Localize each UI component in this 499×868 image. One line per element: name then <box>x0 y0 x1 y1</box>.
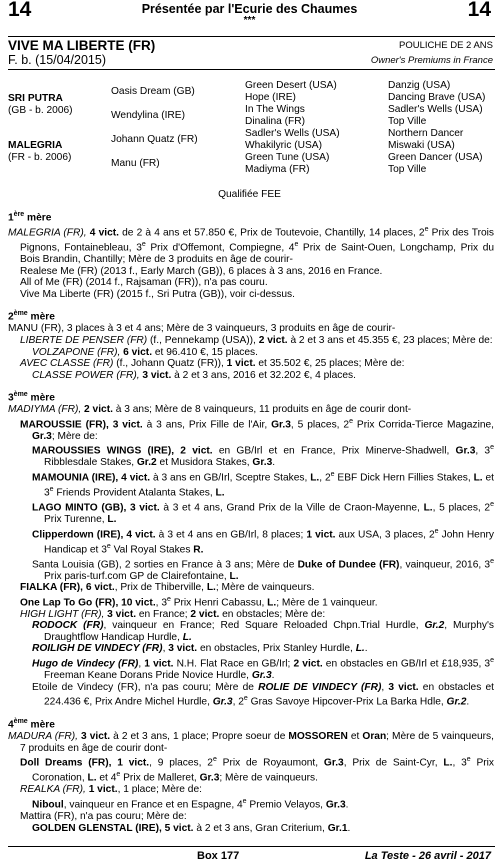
pedigree-gen3: Madiyma (FR) <box>245 164 310 175</box>
pedigree-gen4: Top Ville <box>388 116 427 127</box>
dam-info: (FR - b. 2006) <box>8 152 72 163</box>
dam-name: MALEGRIA <box>8 140 63 151</box>
family-entry: MALEGRIA (FR), 4 vict. de 2 à 4 ans et 57.850 €, Prix de Toutevoie, Chantilly, 14 places, 2e Prix des Trois Pignons, Fontainebleau, 3e Prix d'Offemont, Compiegne, 4e Prix de Saint-Ouen, Longchamp, Prix du Bois Brandin, Chantilly; Mère de 3 produits en âge de courir- <box>8 225 495 265</box>
family-entry: Mattira (FR), n'a pas couru; Mère de: <box>20 810 187 822</box>
family-entry: MADIYMA (FR), 2 vict. à 3 ans; Mère de 8 vainqueurs, 11 produits en âge de courir dont- <box>8 404 412 416</box>
pedigree-gen4: Sadler's Wells (USA) <box>388 104 483 115</box>
family-notes <box>8 209 494 834</box>
pedigree-gen3: Whakilyric (USA) <box>245 140 322 151</box>
pedigree-gen3: Dinalina (FR) <box>245 116 306 127</box>
family-entry: Realese Me (FR) (2013 f., Early March (GB)), 6 places à 3 ans, 2016 en France. <box>20 265 383 277</box>
family-entry: MAROUSSIES WINGS (IRE), 2 vict. en GB/Irl et en France, Prix Minerve-Shadwell, Gr.3, 3e Ribblesdale Stakes, Gr.2 et Musidora Stakes, Gr.3. <box>32 444 494 469</box>
consignor-title: Présentée par l'Ecurie des Chaumes <box>141 2 358 16</box>
family-entry: LIBERTE DE PENSER (FR) (f., Pennekamp (USA)), 2 vict. à 2 et 3 ans et 45.355 €, 23 places; Mère de: <box>20 334 493 346</box>
sire-info: (GB - b. 2006) <box>8 105 73 116</box>
divider-bottom <box>8 846 495 847</box>
family-entry: REALKA (FR), 1 vict., 1 place; Mère de: <box>20 784 202 796</box>
section-heading: 1ère mère <box>8 211 52 224</box>
pedigree-gen3: Green Tune (USA) <box>245 152 330 163</box>
family-entry: Doll Dreams (FR), 1 vict., 9 places, 2e Prix de Royaumont, Gr.3, Prix de Saint-Cyr, L., 3e Prix Coronation, L. et 4e Prix de Malleret, Gr.3; Mère de vainqueurs. <box>20 756 495 784</box>
family-entry: MADURA (FR), 3 vict. à 2 et 3 ans, 1 place; Propre soeur de MOSSOREN et Oran; Mère de 5 vainqueurs, 7 produits en âge de courir dont- <box>8 731 494 754</box>
family-entry: VOLZAPONE (FR), 6 vict. et 96.410 €, 15 places. <box>32 346 258 358</box>
family-entry: MANU (FR), 3 places à 3 et 4 ans; Mère de 3 vainqueurs, 3 produits en âge de courir- <box>8 323 396 335</box>
lot-number-left: 14 <box>8 0 32 21</box>
family-entry: ROILIGH DE VINDECY (FR), 3 vict. en obstacles, Prix Stanley Hurdle, L.. <box>32 643 368 655</box>
lot-number-right: 14 <box>467 0 491 21</box>
family-entry: MAMOUNIA (IRE), 4 vict. à 3 ans en GB/Irl, Sceptre Stakes, L., 2e EBF Dick Hern Fillies Stakes, L. et 3e Friends Provident Atalanta Stakes, L. <box>32 471 495 499</box>
section-heading: 3ème mère <box>8 391 55 404</box>
family-entry: Hugo de Vindecy (FR), 1 vict. N.H. Flat Race en GB/Irl; 2 vict. en obstacles en GB/Irl et £18,935, 3e Freeman Keane Dorans Pride Novice Hurdle, Gr.3. <box>32 657 494 682</box>
pedigree-gen3: Green Desert (USA) <box>245 80 337 91</box>
family-entry: Niboul, vainqueur en France et en Espagne, 4e Premio Velayos, Gr.3. <box>32 797 349 811</box>
sire-name: SRI PUTRA <box>8 93 63 104</box>
family-entry: Etoile de Vindecy (FR), n'a pas couru; Mère de ROLIE DE VINDECY (FR), 3 vict. en obstacles et 224.436 €, Prix Andre Michel Hurdle, Gr.3, 2e Gras Savoye Hipcover-Prix La Barka Hdle, Gr.2. <box>32 681 494 708</box>
pedigree-gen4: Northern Dancer <box>388 128 464 139</box>
pedigree-gen3: Sadler's Wells (USA) <box>245 128 340 139</box>
family-entry: Clipperdown (IRE), 4 vict. à 3 et 4 ans en GB/Irl, 8 places; 1 vict. aux USA, 3 places, 2e John Henry Handicap et 3e Val Royal Stakes R. <box>32 527 494 555</box>
family-entry: RODOCK (FR), vainqueur en France; Red Square Reloaded Chpn.Trial Hurdle, Gr.2, Murphy's Draughtflow Handicap Hurdle, L. <box>32 620 495 643</box>
family-entry: All of Me (FR) (2014 f., Rajsaman (FR)), n'a pas couru. <box>20 277 268 289</box>
pedigree-gen4: Miswaki (USA) <box>388 140 455 151</box>
pedigree-gen2: Oasis Dream (GB) <box>111 86 195 97</box>
family-entry: HIGH LIGHT (FR), 3 vict. en France; 2 vict. en obstacles; Mère de: <box>20 608 326 620</box>
horse-info: F. b. (15/04/2015) <box>8 53 106 67</box>
box-number: Box 177 <box>197 850 240 862</box>
family-entry: AVEC CLASSE (FR) (f., Johann Quatz (FR)), 1 vict. et 35.502 €, 25 places; Mère de: <box>20 358 405 370</box>
pedigree-gen4: Dancing Brave (USA) <box>388 92 486 103</box>
pedigree-gen2: Johann Quatz (FR) <box>111 134 198 145</box>
pedigree-gen4: Danzig (USA) <box>388 80 451 91</box>
family-entry: Santa Louisia (GB), 2 sorties en France à 3 ans; Mère de Duke of Dundee (FR), vainqueur, 2016, 3e Prix paris-turf.com GP de Clairefontaine, L. <box>32 557 494 582</box>
pedigree-gen4: Top Ville <box>388 164 427 175</box>
pedigree-gen3: In The Wings <box>245 104 305 115</box>
family-entry: MAROUSSIE (FR), 3 vict. à 3 ans, Prix Fille de l'Air, Gr.3, 5 places, 2e Prix Corrida-Tierce Magazine, Gr.3; Mère de: <box>20 417 494 442</box>
pedigree-gen3: Hope (IRE) <box>245 92 296 103</box>
horse-category: POULICHE DE 2 ANS <box>399 40 493 51</box>
stars: *** <box>243 15 256 26</box>
section-heading: 4ème mère <box>8 718 55 731</box>
divider-top <box>8 36 495 37</box>
family-entry: FIALKA (FR), 6 vict., Prix de Thiberville, L.; Mère de vainqueurs. <box>20 582 315 594</box>
qualification: Qualifiée FEE <box>218 189 281 200</box>
pedigree-gen4: Green Dancer (USA) <box>388 152 483 163</box>
divider-pedigree <box>8 69 495 70</box>
family-entry: LAGO MINTO (GB), 3 vict. à 3 et 4 ans, Grand Prix de la Ville de Craon-Mayenne, L., 5 places, 2e Prix Turenne, L. <box>32 500 494 525</box>
pedigree-gen2: Wendylina (IRE) <box>111 110 185 121</box>
family-entry: CLASSE POWER (FR), 3 vict. à 2 et 3 ans, 2016 et 32.202 €, 4 places. <box>32 369 356 381</box>
family-entry: One Lap To Go (FR), 10 vict., 3e Prix Henri Cabassu, L.; Mère de 1 vainqueur. <box>20 595 378 609</box>
family-entry: GOLDEN GLENSTAL (IRE), 5 vict. à 2 et 3 ans, Gran Criterium, Gr.1. <box>32 822 351 834</box>
family-entry: Vive Ma Liberte (FR) (2015 f., Sri Putra (GB)), voir ci-dessus. <box>20 288 295 300</box>
sale-event: La Teste - 26 avril - 2017 <box>364 850 491 862</box>
section-heading: 2ème mère <box>8 310 55 323</box>
pedigree-gen2: Manu (FR) <box>111 158 160 169</box>
owner-premiums: Owner's Premiums in France <box>370 55 493 66</box>
horse-name: VIVE MA LIBERTE (FR) <box>8 38 156 53</box>
